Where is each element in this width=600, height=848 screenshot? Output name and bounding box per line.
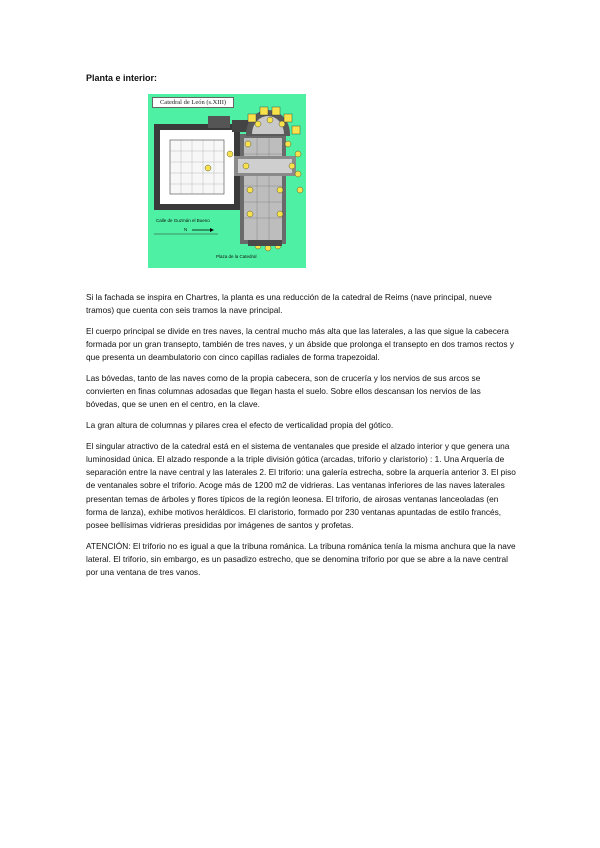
paragraph: El cuerpo principal se divide en tres naves, la central mucho más alta que las laterales, a las que sigue la cabecera formada por un gran transepto, también de tres naves, y un ábside que prolonga el transepto en dos tramos rectos y que presenta un deambulatorio con cinco capillas radiales de forma trapezoidal.	[86, 325, 515, 363]
cathedral-floor-plan	[148, 94, 306, 268]
paragraph: Si la fachada se inspira en Chartres, la planta es una reducción de la catedral de Reims (nave principal, nueve tramos) que cuenta con seis tramos la nave principal.	[86, 292, 492, 316]
paragraph: Las bóvedas, tanto de las naves como de la propia cabecera, son de crucería y los nervios de sus arcos se convierten en finas columnas adosadas que llegan hasta el suelo. Sobre ellos descansan los nervios de las bóvedas, que se unen en el centro, en la clave.	[86, 373, 481, 410]
street-label: Calle de Guzmán el Bueno	[156, 218, 210, 223]
floor-plan-drawing	[148, 94, 306, 268]
paragraph: El singular atractivo de la catedral está en el sistema de ventanales que preside el alzado interior y que genera una luminosidad única. El alzado responde a la triple división gótica (arcadas, triforio y claristorio) : 1. Una Arquería de separación entre la nave central y las laterales 2. El triforio: una galería estrecha, sobre la arquería anterior 3. El piso de ventanales sobre el triforio. Acoge más de 1200 m2 de vidrieras. Las ventanas inferiores de las naves laterales presentan temas de árboles y flores típicos de la región leonesa. El triforio, de airosas ventanas lanceoladas (en forma de lanza), exhibe motivos heráldicos. El claristorio, formado por 230 ventanas apuntadas de estilo francés, posee bellísimas vidrieras presididas por imágenes de santos y profetas.	[86, 440, 516, 531]
paragraph: ATENCIÓN: El triforio no es igual a que la tribuna románica. La tribuna románica tenía la misma anchura que la nave lateral. El triforio, sin embargo, es un pasadizo estrecho, que se denomina triforio por que se abre a la nave central por una ventana de tres vanos.	[86, 540, 516, 578]
north-label: N	[184, 227, 188, 232]
section-heading: Planta e interior:	[86, 73, 158, 83]
floor-plan-title: Catedral de León (s.XIII)	[152, 97, 234, 108]
body-text	[86, 291, 516, 587]
paragraph: La gran altura de columnas y pilares crea el efecto de verticalidad propia del gótico.	[86, 420, 394, 431]
square-label: Plaza de la Catedral	[216, 254, 257, 259]
